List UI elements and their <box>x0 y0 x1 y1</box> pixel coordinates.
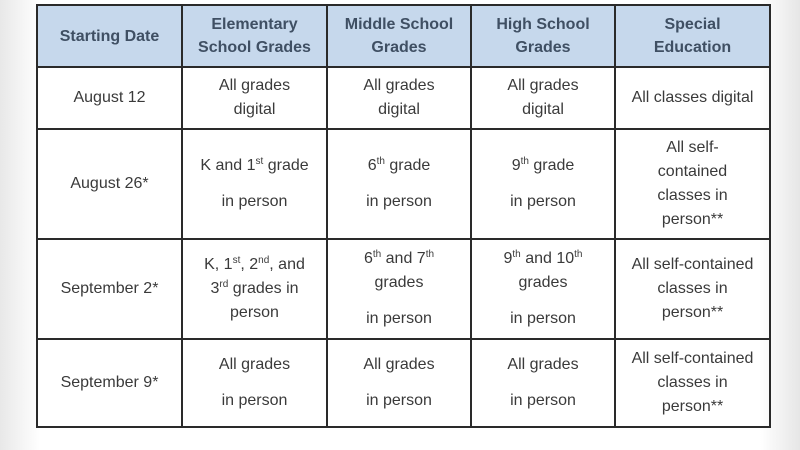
table-row <box>37 239 770 339</box>
cell-high: All grades digital <box>471 67 615 129</box>
cell-high: 9th and 10th grades in person <box>471 239 615 339</box>
header-starting-date: Starting Date <box>37 5 182 67</box>
cell-date: September 9* <box>37 339 182 427</box>
table-row <box>37 129 770 239</box>
cell-middle: 6th grade in person <box>327 129 471 239</box>
cell-elementary: K, 1st, 2nd, and 3rd grades in person <box>182 239 327 339</box>
cell-date: September 2* <box>37 239 182 339</box>
table-row <box>37 339 770 427</box>
reopening-schedule-table <box>36 4 771 428</box>
cell-elementary: All grades digital <box>182 67 327 129</box>
cell-date: August 12 <box>37 67 182 129</box>
cell-high: All grades in person <box>471 339 615 427</box>
cell-middle: 6th and 7th grades in person <box>327 239 471 339</box>
header-special-education: Special Education <box>615 5 770 67</box>
cell-special-ed: All self- contained classes in person** <box>615 129 770 239</box>
table-row <box>37 67 770 129</box>
cell-middle: All grades digital <box>327 67 471 129</box>
cell-special-ed: All self-contained classes in person** <box>615 339 770 427</box>
cell-special-ed: All classes digital <box>615 67 770 129</box>
header-high-school: High School Grades <box>471 5 615 67</box>
cell-middle: All grades in person <box>327 339 471 427</box>
cell-date: August 26* <box>37 129 182 239</box>
cell-elementary: K and 1st grade in person <box>182 129 327 239</box>
cell-high: 9th grade in person <box>471 129 615 239</box>
cell-special-ed: All self-contained classes in person** <box>615 239 770 339</box>
cell-elementary: All grades in person <box>182 339 327 427</box>
table-header-row <box>37 5 770 67</box>
header-middle-school: Middle School Grades <box>327 5 471 67</box>
header-elementary: Elementary School Grades <box>182 5 327 67</box>
